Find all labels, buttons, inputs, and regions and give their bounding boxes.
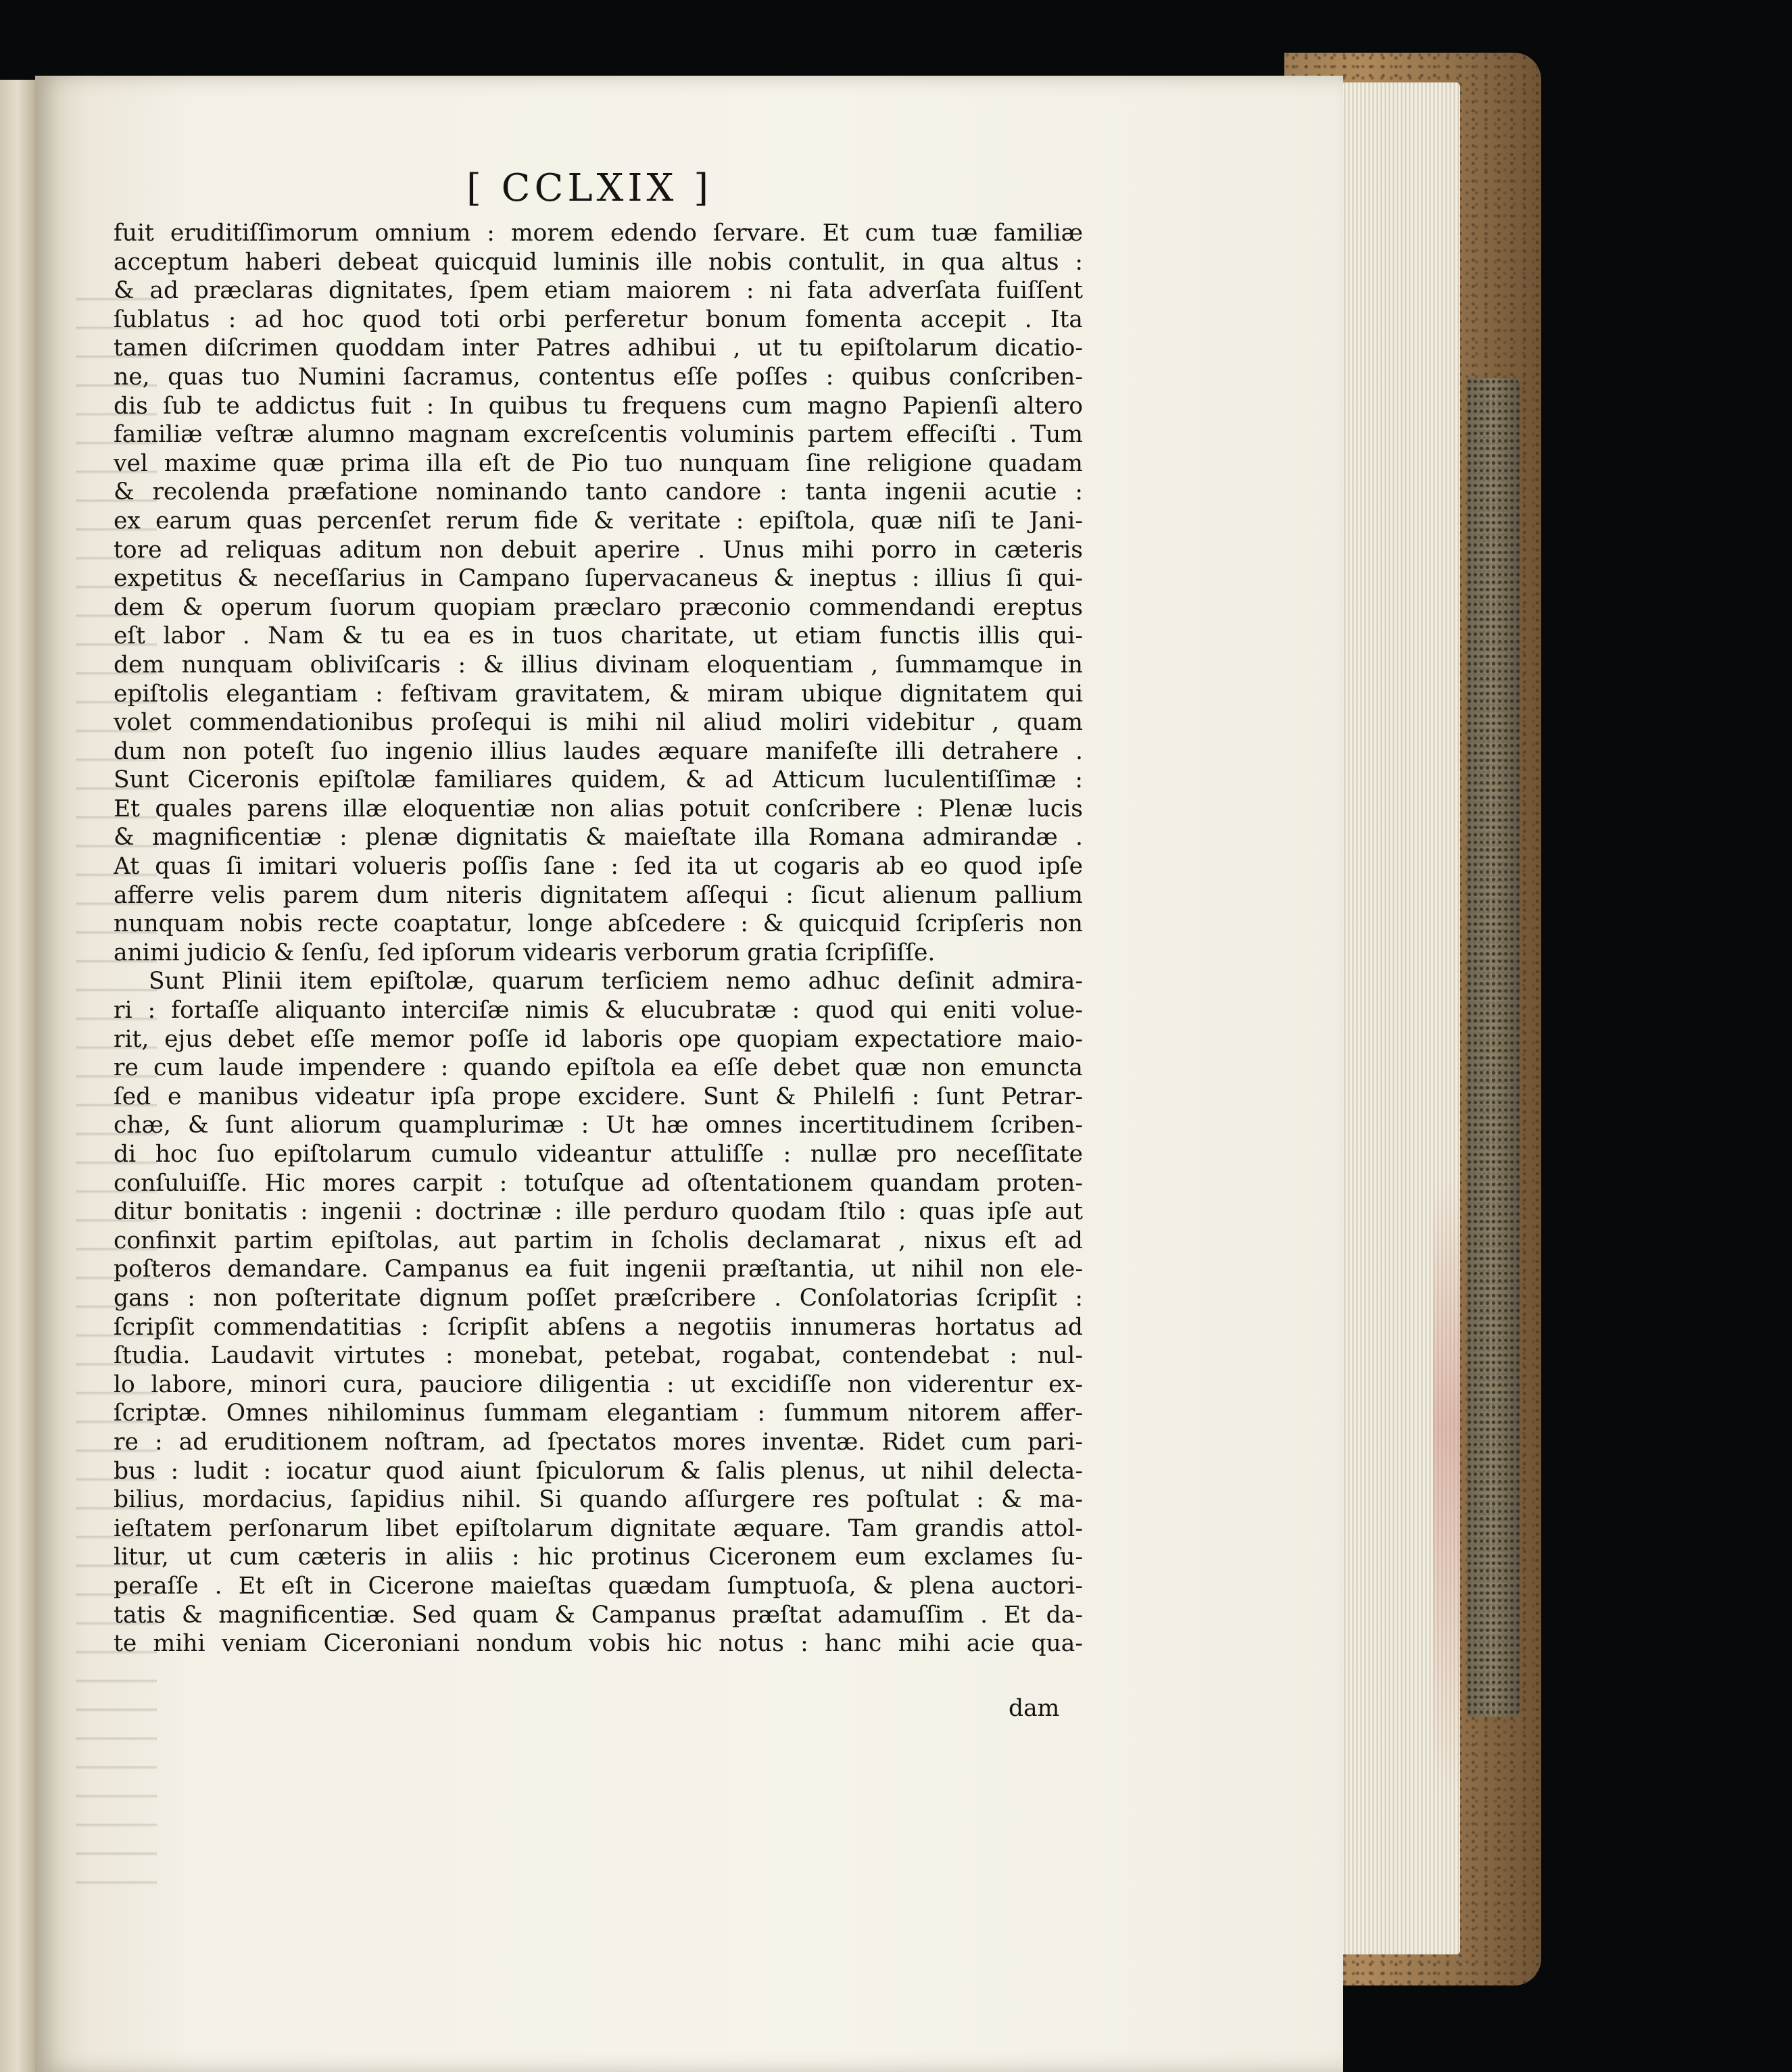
text-line-paragraph-start: Sunt Plinii item epiſtolæ, quarum terſiciem nemo adhuc deſinit admira- — [149, 968, 1083, 995]
page-edge-stain — [1433, 1183, 1460, 1791]
text-line-paragraph-end: animi judicio & ſenſu, ſed ipſorum videaris verborum gratia ſcripſiſſe. — [114, 939, 936, 966]
text-line: At quas ſi imitari volueris poſſis ſane : ſed ita ut cogaris ab eo quod ipſe — [114, 853, 1083, 881]
text-line: expetitus & neceſſarius in Campano ſupervacaneus & ineptus : illius ſi qui- — [114, 565, 1083, 593]
text-line: bus : ludit : iocatur quod aiunt ſpiculorum & ſalis plenus, ut nihil delecta- — [114, 1457, 1083, 1485]
text-line: chæ, & ſunt aliorum quamplurimæ : Ut hæ omnes incertitudinem ſcriben- — [114, 1112, 1083, 1139]
text-line: ditur bonitatis : ingenii : doctrinæ : ille perduro quodam ſtilo : quas ipſe aut — [114, 1198, 1083, 1226]
text-line: Sunt Ciceronis epiſtolæ familiares quidem, & ad Atticum luculentiſſimæ : — [114, 766, 1083, 794]
text-line: epiſtolis elegantiam : feſtivam gravitatem, & miram ubique dignitatem qui — [114, 680, 1083, 708]
text-line: bilius, mordacius, ſapidius nihil. Si quando aſſurgere res poſtulat : & ma- — [114, 1486, 1083, 1514]
text-line: lo labore, minori cura, pauciore diligentia : ut excidiſſe non viderentur ex- — [114, 1371, 1083, 1398]
catchword: dam — [1009, 1695, 1060, 1722]
text-line: ex earum quas percenſet rerum fide & veritate : epiſtola, quæ niſi te Jani- — [114, 507, 1083, 535]
text-line: poſteros demandare. Campanus ea fuit ingenii præſtantia, ut nihil non ele- — [114, 1256, 1083, 1283]
text-line: ſublatus : ad hoc quod toti orbi perferetur bonum fomenta accepit . Ita — [114, 305, 1083, 333]
text-line: re cum laude impendere : quando epiſtola ea eſſe debet quæ non emuncta — [114, 1054, 1083, 1082]
text-line: peraſſe . Et eſt in Cicerone maieſtas quædam ſumptuoſa, & plena auctori- — [114, 1572, 1083, 1600]
text-line: vel maxime quæ prima illa eſt de Pio tuo nunquam ſine religione quadam — [114, 449, 1083, 477]
text-line: tore ad reliquas aditum non debuit aperire . Unus mihi porro in cæteris — [114, 536, 1083, 564]
body-text — [114, 219, 1083, 1658]
text-line: ieſtatem perſonarum libet epiſtolarum dignitate æquare. Tam grandis attol- — [114, 1514, 1083, 1542]
text-line: dum non poteſt ſuo ingenio illius laudes æquare manifeſte illi detrahere . — [114, 737, 1083, 765]
running-head-text: [ CCLXIX ] — [466, 166, 713, 210]
text-line: tamen diſcrimen quoddam inter Patres adhibui , ut tu epiſtolarum dicatio- — [114, 335, 1083, 362]
text-line: conſuluiſſe. Hic mores carpit : totuſque ad oſtentationem quandam proten- — [114, 1169, 1083, 1197]
text-line: familiæ veſtræ alumno magnam excreſcentis voluminis partem effeciſti . Tum — [114, 421, 1083, 449]
text-line: Et quales parens illæ eloquentiæ non alias potuit conſcribere : Plenæ lucis — [114, 795, 1083, 822]
text-line: ſcripſit commendatitias : ſcripſit abſens a negotiis innumeras hortatus ad — [114, 1313, 1083, 1341]
text-line: ri : fortaſſe aliquanto interciſæ nimis & elucubratæ : quod qui eniti volue- — [114, 997, 1083, 1025]
text-line: volet commendationibus proſequi is mihi nil aliud moliri videbitur , quam — [114, 709, 1083, 737]
text-line: ſed e manibus videatur ipſa prope excidere. Sunt & Philelfi : ſunt Petrar- — [114, 1083, 1083, 1110]
text-line: litur, ut cum cæteris in aliis : hic protinus Ciceronem eum exclames ſu- — [114, 1544, 1083, 1571]
text-line: dem & operum ſuorum quopiam præclaro præconio commendandi ereptus — [114, 593, 1083, 621]
text-line: rit, ejus debet eſſe memor poſſe id laboris ope quopiam expectatiore maio- — [114, 1025, 1083, 1053]
facing-page-sliver — [0, 80, 37, 2072]
text-line: dem nunquam obliviſcaris : & illius divinam eloquentiam , ſummamque in — [114, 651, 1083, 679]
marbled-cover-edge — [1467, 378, 1520, 1717]
text-line: & magnificentiæ : plenæ dignitatis & maieſtate illa Romana admirandæ . — [114, 824, 1083, 852]
text-line: nunquam nobis recte coaptatur, longe abſcedere : & quicquid ſcripſeris non — [114, 910, 1083, 938]
text-line: & ad præclaras dignitates, ſpem etiam maiorem : ni fata adverſata fuiſſent — [114, 277, 1083, 305]
text-line: confinxit partim epiſtolas, aut partim in ſcholis declamarat , nixus eſt ad — [114, 1227, 1083, 1254]
text-line: tatis & magnificentiæ. Sed quam & Campanus præſtat adamuſſim . Et da- — [114, 1601, 1083, 1629]
text-line: re : ad eruditionem noſtram, ad ſpectatos mores inventæ. Ridet cum pari- — [114, 1428, 1083, 1456]
text-line: acceptum haberi debeat quicquid luminis ille nobis contulit, in qua altus : — [114, 248, 1083, 276]
text-line: eſt labor . Nam & tu ea es in tuos charitate, ut etiam functis illis qui- — [114, 622, 1083, 650]
text-line: ſtudia. Laudavit virtutes : monebat, petebat, rogabat, contendebat : nul- — [114, 1342, 1083, 1370]
text-line: & recolenda præfatione nominando tanto candore : tanta ingenii acutie : — [114, 478, 1083, 506]
text-line: gans : non poſteritate dignum poſſet præſcribere . Conſolatorias ſcripſit : — [114, 1284, 1083, 1312]
text-line: ſcriptæ. Omnes nihilominus ſummam elegantiam : ſummum nitorem affer- — [114, 1400, 1083, 1427]
text-line: fuit eruditiſſimorum omnium : morem edendo ſervare. Et cum tuæ familiæ — [114, 220, 1083, 247]
text-line: afferre velis parem dum niteris dignitatem aſſequi : ſicut alienum pallium — [114, 881, 1083, 909]
text-line: ne, quas tuo Numini ſacramus, contentus eſſe poſſes : quibus conſcriben- — [114, 363, 1083, 391]
text-line: te mihi veniam Ciceroniani nondum vobis hic notus : hanc mihi acie qua- — [114, 1630, 1083, 1658]
text-line: di hoc ſuo epiſtolarum cumulo videantur attuliſſe : nullæ pro neceſſitate — [114, 1141, 1083, 1168]
text-line: dis ſub te addictus fuit : In quibus tu frequens cum magno Papienſi altero — [114, 392, 1083, 420]
